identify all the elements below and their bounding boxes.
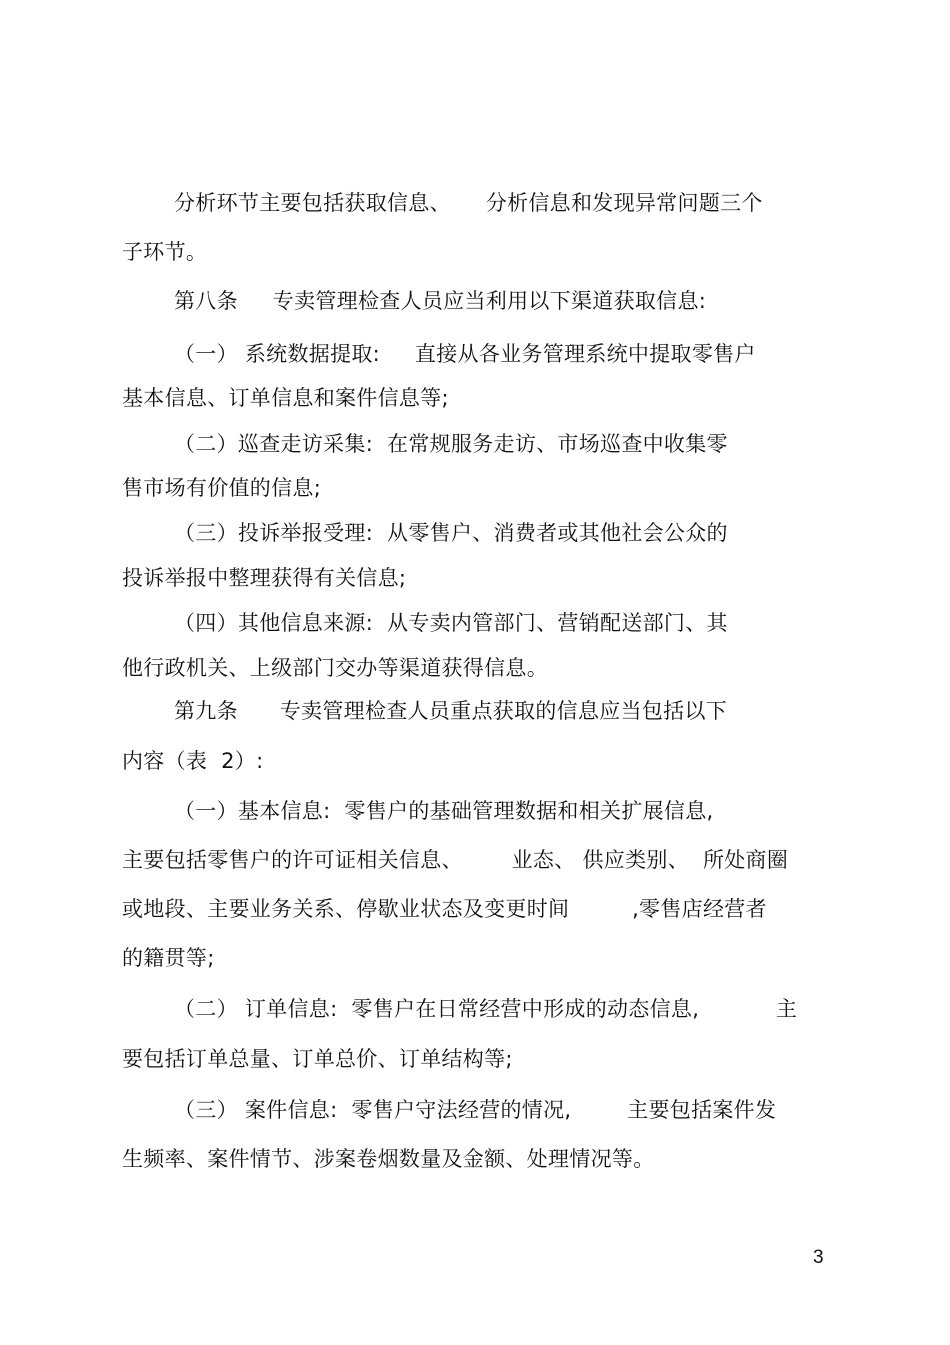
list-item-line: 基本信息、订单信息和案件信息等; (122, 386, 449, 410)
paragraph-line: 分析环节主要包括获取信息、 分析信息和发现异常问题三个 (174, 191, 763, 215)
list-item-line: 主要包括零售户的许可证相关信息、 业态、 供应类别、 所处商圈 (122, 848, 789, 872)
list-item-line: 的籍贯等; (122, 946, 215, 970)
article-heading-line: 第八条 专卖管理检查人员应当利用以下渠道获取信息: (174, 289, 707, 313)
list-item-line: 要包括订单总量、订单总价、订单结构等; (122, 1047, 513, 1071)
list-item-line: 他行政机关、上级部门交办等渠道获得信息。 (122, 656, 548, 680)
list-item-line: 或地段、主要业务关系、停歇业状态及变更时间 ,零售店经营者 (122, 897, 767, 921)
list-item-line: 投诉举报中整理获得有关信息; (122, 566, 407, 590)
list-item-line: （三）投诉举报受理: 从零售户、消费者或其他社会公众的 (174, 521, 728, 545)
article-heading-line: 第九条 专卖管理检查人员重点获取的信息应当包括以下 (174, 699, 728, 723)
list-item-line: （三） 案件信息: 零售户守法经营的情况, 主要包括案件发 (174, 1098, 777, 1122)
list-item-line: （二）巡查走访采集: 在常规服务走访、市场巡查中收集零 (174, 432, 728, 456)
paragraph-line: 子环节。 (122, 240, 208, 264)
list-item-line: （二） 订单信息: 零售户在日常经营中形成的动态信息, 主 (174, 997, 798, 1021)
list-item-line: （一） 系统数据提取: 直接从各业务管理系统中提取零售户 (174, 342, 756, 366)
list-item-line: （四）其他信息来源: 从专卖内管部门、营销配送部门、其 (174, 611, 728, 635)
list-item-line: 生频率、案件情节、涉案卷烟数量及金额、处理情况等。 (122, 1147, 655, 1171)
list-item-line: 售市场有价值的信息; (122, 476, 322, 500)
paragraph-line: 内容（表 2）: (122, 749, 264, 773)
page-number: 3 (813, 1247, 824, 1268)
list-item-line: （一）基本信息: 零售户的基础管理数据和相关扩展信息, (174, 799, 714, 823)
